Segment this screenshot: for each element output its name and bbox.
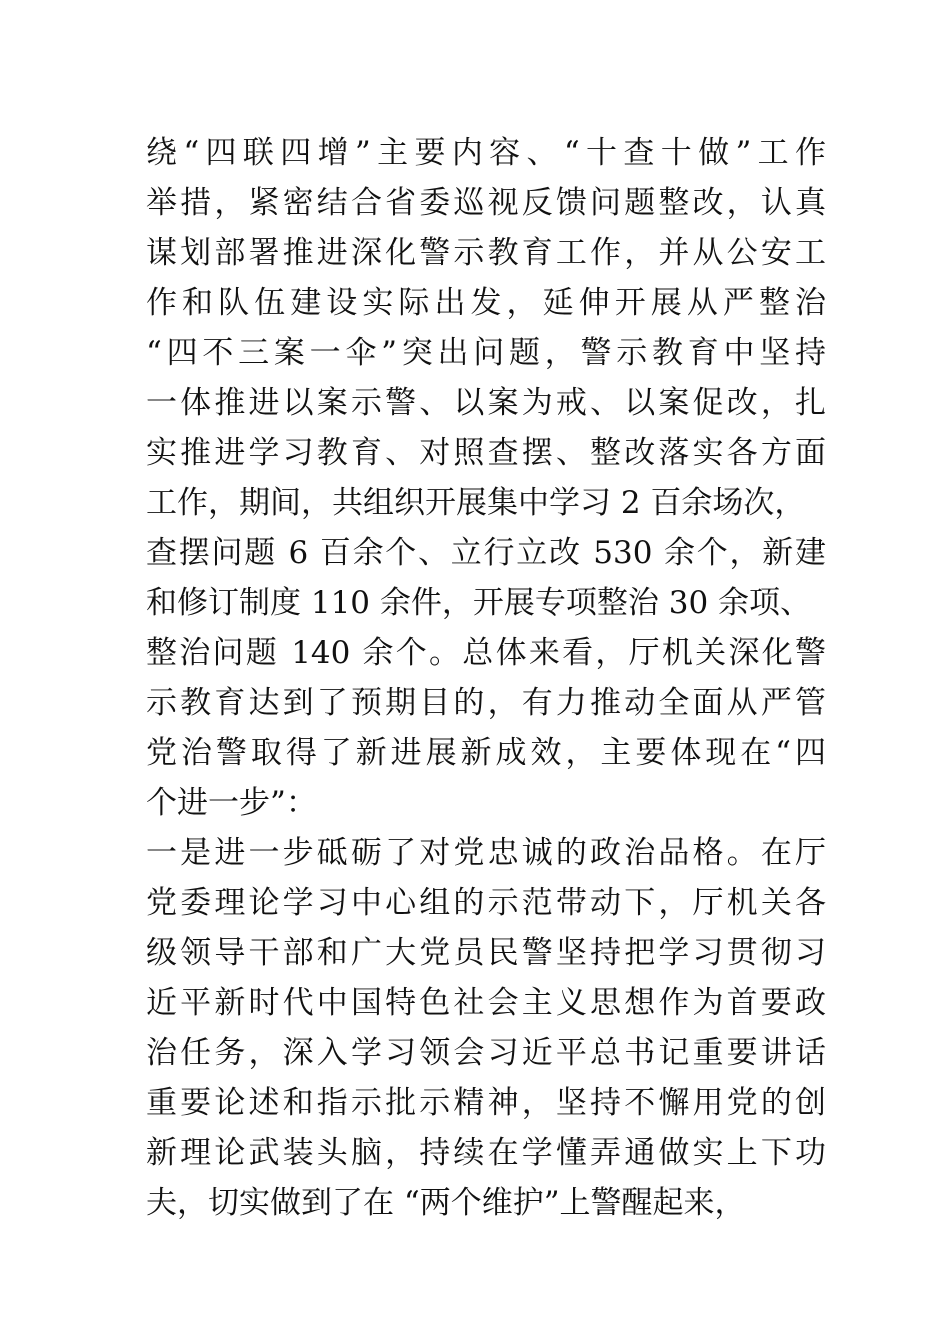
- text-line-16: 党委理论学习中心组的示范带动下，厅机关各: [146, 885, 826, 921]
- text-line-1: 绕“四联四增”主要内容、“十查十做”工作: [146, 135, 826, 171]
- text-line-14: 个进一步”：: [146, 785, 317, 821]
- text-line-12: 示教育达到了预期目的，有力推动全面从严管: [146, 685, 826, 721]
- text-line-8: 工作，期间，共组织开展集中学习 2 百余场次，: [146, 485, 806, 521]
- text-line-19: 治任务，深入学习领会习近平总书记重要讲话: [146, 1035, 826, 1071]
- text-line-20: 重要论述和指示批示精神，坚持不懈用党的创: [146, 1085, 826, 1121]
- text-line-18: 近平新时代中国特色社会主义思想作为首要政: [146, 985, 826, 1021]
- text-line-5: “四不三案一伞”突出问题，警示教育中坚持: [146, 335, 826, 371]
- text-line-21: 新理论武装头脑，持续在学懂弄通做实上下功: [146, 1135, 826, 1171]
- text-line-6: 一体推进以案示警、以案为戒、以案促改，扎: [146, 385, 826, 421]
- text-line-2: 举措，紧密结合省委巡视反馈问题整改，认真: [146, 185, 826, 221]
- text-line-13: 党治警取得了新进展新成效，主要体现在“四: [146, 735, 826, 771]
- text-line-10: 和修订制度 110 余件，开展专项整治 30 余项、: [146, 585, 812, 621]
- text-line-9: 查摆问题 6 百余个、立行立改 530 余个，新建: [146, 535, 826, 571]
- text-line-11: 整治问题 140 余个。总体来看，厅机关深化警: [146, 635, 826, 671]
- text-line-4: 作和队伍建设实际出发，延伸开展从严整治: [146, 285, 826, 321]
- body-text: [146, 128, 826, 1228]
- text-line-22: 夫，切实做到了在 “两个维护”上警醒起来，: [146, 1185, 746, 1221]
- text-line-17: 级领导干部和广大党员民警坚持把学习贯彻习: [146, 935, 826, 971]
- text-line-7: 实推进学习教育、对照查摆、整改落实各方面: [146, 435, 826, 471]
- text-line-15: 一是进一步砥砺了对党忠诚的政治品格。在厅: [146, 835, 826, 871]
- text-line-3: 谋划部署推进深化警示教育工作，并从公安工: [146, 235, 826, 271]
